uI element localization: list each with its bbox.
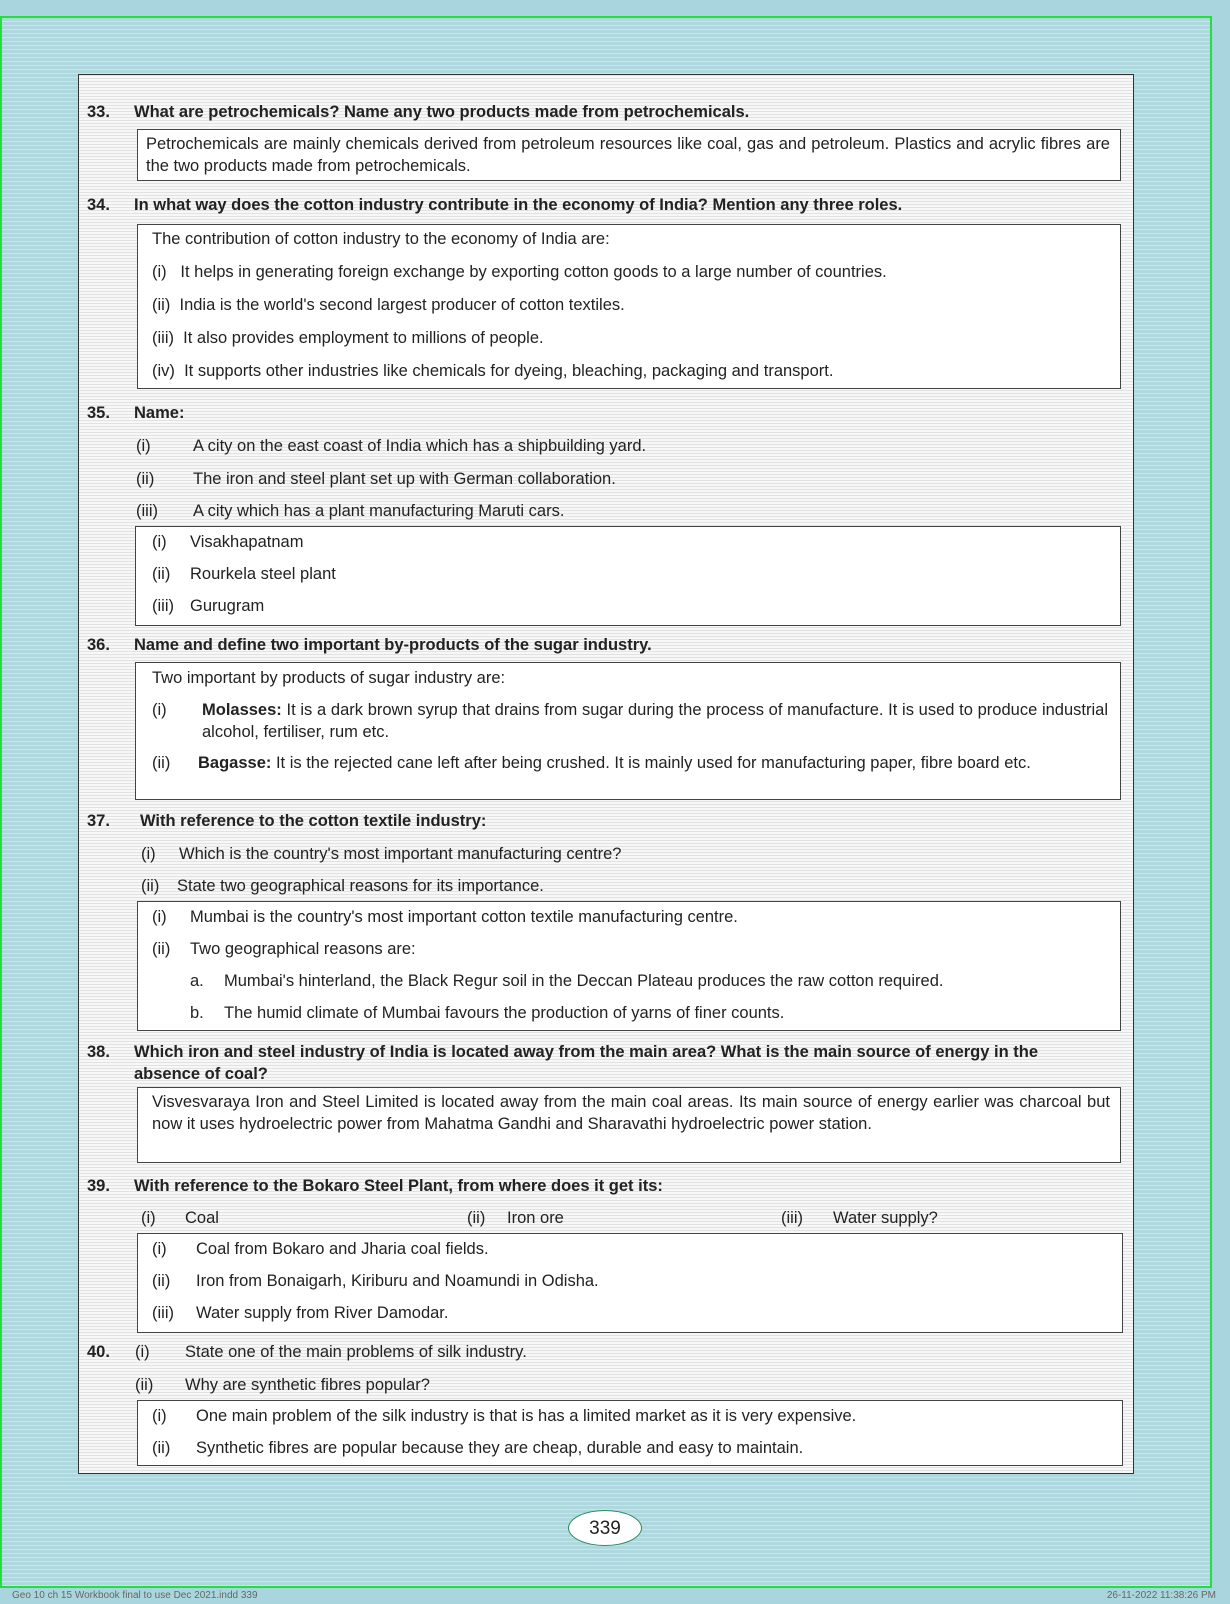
answer-box-38 bbox=[137, 1087, 1121, 1163]
list-item: (ii) India is the world's second largest producer of cotton textiles. bbox=[152, 296, 625, 314]
list-item: Molasses: It is a dark brown syrup that drains from sugar during the process of manufacture. It is used to produce industrial alcohol, fertiliser, rum etc. bbox=[202, 701, 1108, 741]
question-text: With reference to the cotton textile industry: bbox=[140, 812, 487, 830]
list-item: Bagasse: It is the rejected cane left after being crushed. It is mainly used for manufacturing paper, fibre board etc. bbox=[198, 754, 1031, 772]
answer-text: Visvesvaraya Iron and Steel Limited is located away from the main coal areas. Its main source of energy earlier was charcoal but now it uses hydroelectric power from Mahatma Gandhi and Sharavathi hydroelectric power station. bbox=[152, 1093, 1110, 1133]
question-text: Which iron and steel industry of India is located away from the main area? What is the main source of energy in the absence of coal? bbox=[134, 1043, 1039, 1083]
question-text: Name: bbox=[134, 404, 185, 422]
list-item: (iv) It supports other industries like chemicals for dyeing, bleaching, packaging and transport. bbox=[152, 362, 834, 380]
list-item: (iii) It also provides employment to millions of people. bbox=[152, 329, 544, 347]
footer-timestamp: 26-11-2022 11:38:26 PM bbox=[1106, 1590, 1216, 1601]
answer-box-34 bbox=[137, 224, 1121, 389]
question-text: What are petrochemicals? Name any two products made from petrochemicals. bbox=[134, 103, 750, 121]
answer-text: Petrochemicals are mainly chemicals derived from petroleum resources like coal, gas and petroleum. Plastics and acrylic fibres are the two products made from petrochemicals. bbox=[146, 135, 1110, 175]
question-text: Name and define two important by-products of the sugar industry. bbox=[134, 636, 652, 654]
question-number: 37. bbox=[87, 812, 110, 830]
list-item: (i) It helps in generating foreign exchange by exporting cotton goods to a large number of countries. bbox=[152, 263, 887, 281]
footer-file-name: Geo 10 ch 15 Workbook final to use Dec 2021.indd 339 bbox=[12, 1590, 258, 1601]
question-number: 38. bbox=[87, 1043, 110, 1061]
question-number: 39. bbox=[87, 1177, 110, 1195]
question-number: 36. bbox=[87, 636, 110, 654]
worksheet-panel: 33. What are petrochemicals? Name any two products made from petrochemicals. Petrochemicals are mainly chemicals derived from petroleum resources like coal, gas and petroleum. Plastics and acrylic fibres are the two products made from petrochemicals. 34. In what way does the cotton industry contribute in the economy of India? Mention any three roles. The contribution of cotton industry to the economy of India are: (i) It helps in generating foreign exchange by exporting cotton goods to a large number of countries. (ii) India is the world's second largest producer of cotton textiles. (iii) It also provides employment to millions of people. (iv) It supports other industries like chemicals for dyeing, bleaching, packaging and transport. 35. Name: (i) A city on the east coast of India which has a shipbuilding yard. (ii) The iron and steel plant set up with German collaboration. (iii) A city which has a plant manufacturing Maruti cars. (i) Visakhapatnam (ii) Rourkela steel plant (iii) Gurugram 36. Name and define two important by-products of the sugar industry. Two important by products of sugar industry are: (i) Molasses: It is a dark brown syrup that drains from sugar during the process of manufacture. It is used to produce industrial alcohol, fertiliser, rum etc. (ii) Bagasse: It is the rejected cane left after being crushed. It is mainly used for manufacturing paper, fibre board etc. 37. With reference to the cotton textile industry: (i) Which is the country's most important manufacturing centre? (ii) State two geographical reasons for its importance. (i) Mumbai is the country's most important cotton textile manufacturing centre. (ii) Two geographical reasons are: a. Mumbai's hinterland, the Black Regur soil in the Deccan Plateau produces the raw cotton required. b. The humid climate of Mumbai favours the production of yarns of finer counts. 38. Which iron and steel industry of India is located away from the main area? What is the main source of energy in the absence of coal? Visvesvaraya Iron and Steel Limited is located away from the main coal areas. Its main source of energy earlier was charcoal but now it uses hydroelectric power from Mahatma Gandhi and Sharavathi hydroelectric power station. 39. With reference to the Bokaro Steel Plant, from where does it get its: (i) Coal (ii) Iron ore (iii) Water supply? (i) Coal from Bokaro and Jharia coal fields. (ii) Iron from Bonaigarh, Kiriburu and Noamundi in Odisha. (iii) Water supply from River Damodar. 40. (i) State one of the main problems of silk industry. (ii) Why are synthetic fibres popular? (i) One main problem of the silk industry is that is has a limited market as it is very expensive. (ii) Synthetic fibres are popular because they are cheap, durable and easy to maintain. bbox=[78, 74, 1134, 1474]
question-number: 34. bbox=[87, 196, 110, 214]
question-text: In what way does the cotton industry contribute in the economy of India? Mention any three roles. bbox=[134, 196, 903, 214]
question-number: 33. bbox=[87, 103, 110, 121]
answer-intro: The contribution of cotton industry to the economy of India are: bbox=[152, 230, 610, 248]
answer-box-39: (i) Coal from Bokaro and Jharia coal fields. (ii) Iron from Bonaigarh, Kiriburu and Noamundi in Odisha. (iii) Water supply from River Damodar. bbox=[137, 1233, 1123, 1333]
answer-box-40: (i) One main problem of the silk industry is that is has a limited market as it is very expensive. (ii) Synthetic fibres are popular because they are cheap, durable and easy to maintain. bbox=[137, 1400, 1123, 1466]
question-number: 35. bbox=[87, 404, 110, 422]
answer-box-37: (i) Mumbai is the country's most important cotton textile manufacturing centre. (ii) Two geographical reasons are: a. Mumbai's hinterland, the Black Regur soil in the Deccan Plateau produces the raw cotton required. b. The humid climate of Mumbai favours the production of yarns of finer counts. bbox=[137, 901, 1121, 1031]
question-number: 40. bbox=[87, 1343, 110, 1361]
answer-intro: Two important by products of sugar industry are: bbox=[152, 669, 506, 687]
answer-box-36: Two important by products of sugar industry are: (i) Molasses: It is a dark brown syrup that drains from sugar during the process of manufacture. It is used to produce industrial alcohol, fertiliser, rum etc. (ii) Bagasse: It is the rejected cane left after being crushed. It is mainly used for manufacturing paper, fibre board etc. bbox=[135, 662, 1121, 800]
answer-box-33 bbox=[137, 129, 1121, 181]
question-text: With reference to the Bokaro Steel Plant, from where does it get its: bbox=[134, 1177, 663, 1195]
answer-box-35: (i) Visakhapatnam (ii) Rourkela steel plant (iii) Gurugram bbox=[135, 526, 1121, 626]
page-number: 339 bbox=[568, 1510, 642, 1546]
